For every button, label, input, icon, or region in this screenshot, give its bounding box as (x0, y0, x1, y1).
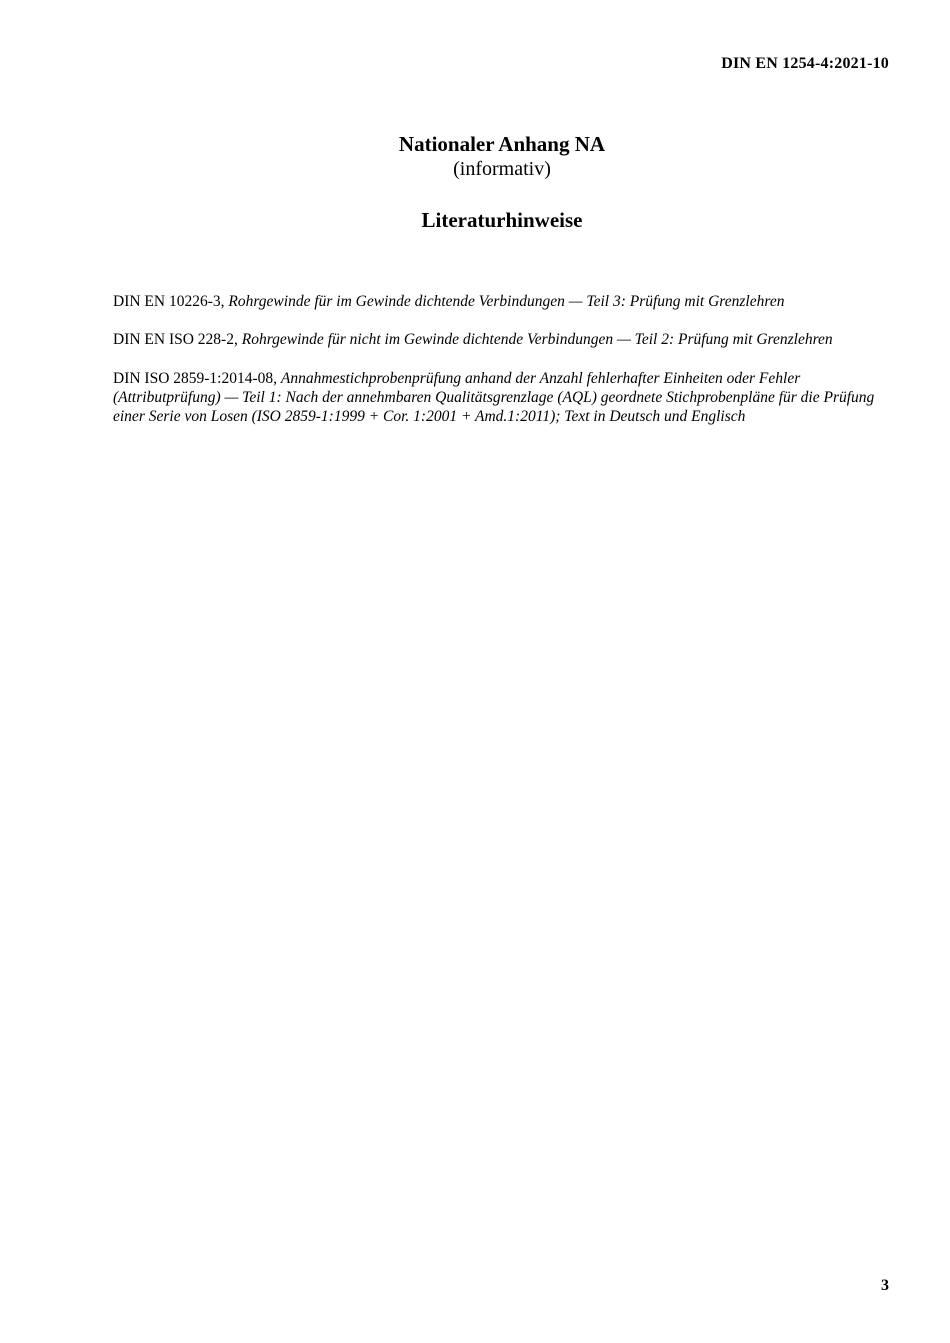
annex-heading (0, 131, 950, 181)
reference-separator: , (273, 369, 281, 387)
reference-list (113, 292, 893, 445)
reference-separator: , (233, 331, 242, 349)
reference-number: DIN ISO 2859-1:2014-08 (113, 369, 274, 387)
reference-item (113, 292, 893, 311)
reference-title: Annahmestichprobenprüfung anhand der Anzahl fehlerhafter Einheiten oder Fehler (Attributprüfung) — Teil 1: Nach der annehmbaren Qualitätsgrenzlage (AQL) geordnete Stichprobenpläne für die Prüfung einer Serie von Losen (ISO 2859-1:1999 + Cor. 1:2001 + Amd.1:2011); Text in Deutsch und Englisch (113, 369, 875, 426)
annex-title: Nationaler Anhang NA (398, 132, 606, 156)
page-number: 3 (881, 1277, 889, 1294)
reference-title: Rohrgewinde für nicht im Gewinde dichtende Verbindungen — Teil 2: Prüfung mit Grenzlehren (241, 331, 833, 349)
reference-number: DIN EN ISO 228-2 (113, 331, 234, 349)
reference-item (113, 330, 893, 349)
annex-subtitle: (informativ) (453, 158, 551, 180)
reference-item (113, 369, 893, 427)
reference-number: DIN EN 10226-3 (113, 293, 221, 310)
reference-title: Rohrgewinde für im Gewinde dichtende Verbindungen — Teil 3: Prüfung mit Grenzlehren (228, 293, 785, 310)
reference-separator: , (220, 293, 229, 310)
document-id: DIN EN 1254-4:2021-10 (721, 55, 889, 72)
section-title: Literaturhinweise (421, 208, 583, 232)
